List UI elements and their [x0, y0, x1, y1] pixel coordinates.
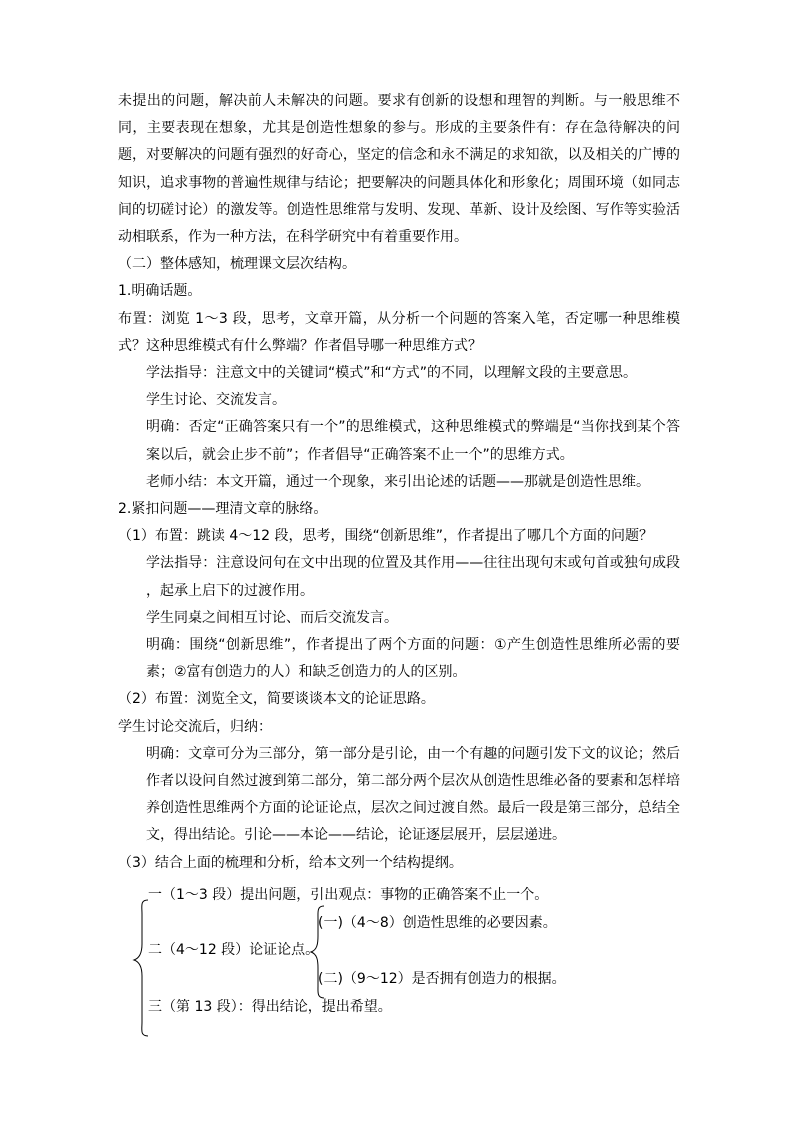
outline-part-2-sub-1: (一)（4～8）创造性思维的必要因素。 — [318, 915, 557, 931]
outer-brace — [134, 900, 148, 1036]
task-paragraph: 布置：浏览 1～3 段，思考，文章开篇，从分析一个问题的答案入笔，否定哪一种思维模式？这种思维模式有什么弊端？作者倡导哪一种思维方式？ — [118, 310, 680, 354]
outline-part-3: 三（第 13 段）：得出结论，提出希望。 — [148, 999, 392, 1015]
summary-paragraph: 老师小结：本文开篇，通过一个现象，来引出论述的话题——那就是创造性思维。 — [146, 473, 650, 490]
task-paragraph: （1）布置：跳读 4～12 段，思考，围绕“创新思维”，作者提出了哪几个方面的问题？ — [118, 528, 654, 545]
answer-paragraph: 明确：文章可分为三部分，第一部分是引论，由一个有趣的问题引发下文的议论；然后作者以设问自然过渡到第二部分，第二部分两个层次从创造性思维必备的要素和怎样培养创造性思维两个方面的论证论点，层次之间过渡自然。最后一段是第三部分，总结全文，得出结论。引论——本论——结论，论证逐层展开，层层递进。 — [146, 745, 680, 844]
method-paragraph: 学法指导：注意文中的关键词“模式”和“方式”的不同，以理解文段的主要意思。 — [146, 365, 638, 381]
outline-part-2: 二（4～12 段）论证论点。 — [148, 942, 320, 958]
discuss-paragraph: 学生同桌之间相互讨论、而后交流发言。 — [146, 609, 398, 626]
section-heading: （二）整体感知，梳理课文层次结构。 — [118, 256, 356, 273]
paragraph-intro: 未提出的问题，解决前人未解决的问题。要求有创新的设想和理智的判断。与一般思维不同，主要表现在想象，尤其是创造性想象的参与。形成的主要条件有：存在急待解决的问题，对要解决的问题有强烈的好奇心，坚定的信念和永不满足的求知欲，以及相关的广博的知识，追求事物的普遍性规律与结论；把要解决的问题具体化和形象化；周围环境（如同志间的切磋讨论）的激发等。创造性思维常与发明、发现、革新、设计及绘图、写作等实验活动相联系，作为一种方法，在科学研究中有着重要作用。 — [118, 93, 680, 246]
method-paragraph: 学法指导：注意设问句在文中出现的位置及其作用——往往出现句末或句首或独句成段 ，起承上启下的过渡作用。 — [146, 555, 680, 599]
discuss-paragraph: 学生讨论交流后，归纳： — [118, 718, 272, 735]
task-paragraph: （3）结合上面的梳理和分析，给本文列一个结构提纲。 — [118, 854, 463, 871]
answer-paragraph: 明确：围绕“创新思维”，作者提出了两个方面的问题：①产生创造性思维所必需的要素；②富有创造力的人）和缺乏创造力的人的区别。 — [146, 636, 680, 681]
answer-paragraph: 明确：否定“正确答案只有一个”的思维模式，这种思维模式的弊端是“当你找到某个答案以后，就会止步不前”；作者倡导“正确答案不止一个”的思维方式。 — [146, 419, 680, 463]
structure-outline — [118, 882, 680, 1042]
task-paragraph: （2）布置：浏览全文，简要谈谈本文的论证思路。 — [118, 691, 435, 708]
discuss-paragraph: 学生讨论、交流发言。 — [146, 392, 286, 409]
outline-part-1: 一（1～3 段）提出问题，引出观点：事物的正确答案不止一个。 — [148, 887, 549, 903]
item-heading: 1.明确话题。 — [118, 283, 202, 300]
outline-braces — [118, 882, 338, 1042]
document-body — [118, 88, 680, 877]
item-heading: 2.紧扣问题——理清文章的脉络。 — [118, 500, 328, 517]
outline-part-2-sub-2: (二)（9～12）是否拥有创造力的根据。 — [318, 971, 566, 987]
